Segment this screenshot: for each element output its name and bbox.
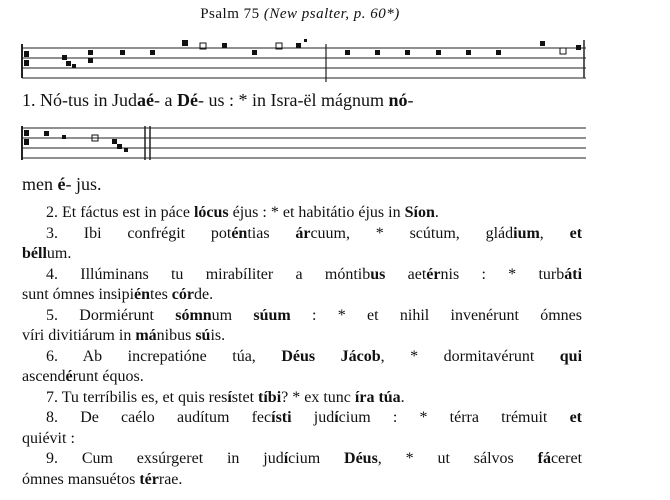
verse-line: béllum. (22, 245, 72, 262)
verse-line: 2. Et fáctus est in páce lócus éjus : * et habitátio éjus in Síon. (46, 204, 439, 221)
verse-line: quiévit : (22, 429, 75, 447)
verse-line: 8. De caélo audítum fecísti judícium : * térra trémuit et (46, 409, 582, 426)
verse-5 (22, 306, 582, 347)
verse-line: 5. Dormiérunt sómnum súum : * et nihil invenérunt ómnes (46, 306, 582, 324)
verse-line: 3. Ibi confrégit poténtias árcuum, * scútum, gládium, et (46, 224, 583, 242)
lyric-line-1: 1. Nó-tus in Judaé- a Dé- us : * in Isra-ël mágnum nó- (22, 90, 414, 110)
chant-staff-2 (0, 122, 600, 172)
verse-8 (22, 408, 582, 449)
chant-staff-1 (0, 36, 600, 96)
verse-6 (22, 347, 582, 388)
verse-4 (22, 265, 582, 306)
verse-line: 7. Tu terríbilis es, et quis resístet tíbi? * ex tunc íra túa. (46, 388, 405, 406)
verse-3 (22, 224, 582, 265)
verses-block (22, 203, 582, 490)
verse-number: 1. (22, 90, 36, 110)
verse-line: 6. Ab increpatióne túa, Déus Jácob, * dormitavérunt qui (46, 347, 583, 365)
psalter-reference: (New psalter, p. 60*) (263, 6, 400, 22)
verse-7 (22, 388, 582, 409)
verse-line: ascendérunt équos. (22, 368, 144, 385)
neumes-2 (24, 130, 128, 152)
verse-9 (22, 449, 582, 490)
verse-line: 4. Illúminans tu mirabíliter a móntibus aetérnis : * turbáti (46, 265, 583, 283)
verse-line: 9. Cum exsúrgeret in judícium Déus, * ut sálvos fáceret (46, 450, 583, 467)
lyric-line-2: men é- jus. (22, 174, 102, 194)
verse-line: sunt ómnes insipiéntes córde. (22, 286, 214, 303)
verse-line: víri divitiárum in mánibus súis. (22, 327, 226, 344)
psalm-heading (0, 6, 600, 23)
psalm-title: Psalm 75 (200, 6, 260, 22)
verse-2 (22, 203, 582, 224)
verse-line: ómnes mansuétos térrae. (22, 470, 183, 488)
neumes-1 (24, 39, 581, 68)
